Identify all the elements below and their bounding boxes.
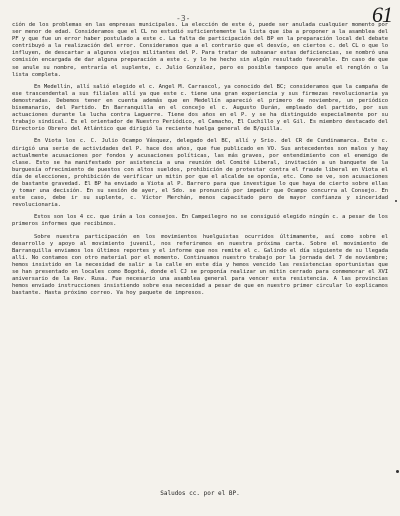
paragraph-1: ción de los problemas en las empresas municipales. La elección de este ó, puede ser anulada cualquier momento por ser menor de edad. Consideramos que el CL no estudió suficientemente la lista que iba a proponer a la asamblea del PF y que fue un error haber postulado a este c. La falta de participación del BP en la preparación local del debate contribuyó a la realización del error. Consideramos que a el contrario que el desvío, en ciertos c. del CL o que lo influyen, de descartar a algunos viejos militantes del P. Para tratar de subsanar estas deficiencias, se nombró una comisión encargada de dar alguna preparación a este c. y lo he hecho sin algún resultado favorable. En caso de que se anule su nombre, entraría el suplente, c. Julio González, pero es posible tampoco que anule el renglón o la lista completa. bbox=[12, 22, 388, 78]
ink-speck bbox=[396, 470, 399, 473]
page-header-mark: -3- bbox=[176, 14, 191, 23]
page-number: 61 bbox=[372, 2, 392, 27]
closing-salutation: Saludos cc. por el BP. bbox=[160, 490, 240, 497]
paragraph-3: En Viota los c. C. Julio Ocampo Vásquez, delegado del BC, allí y Srio. del CR de Cundinamarca. Este c. dirigió una serie de actividades del P. hace dos años, que fue publicado en VO. Sus antecedentes son malos y hay actualmente acusaciones por fondos y acusaciones políticas, las más graves, por entendimiento con el enemigo de clase. Esto se ha manifestado por asistencia a una reunión del Comité Liberal, invitación a un banquete de la burguesía ofrecimiento de puestos con altos sueldos, prohibición de protestar contra el fraude liberal en Viota el día de elecciones, prohibición de verificar un mitin por que el alcalde se oponía, etc. Como se ve, son acusaciones de bastante gravedad. El BP ha enviado a Viota al P. Barrero para que investigue lo que haya de cierto sobre ellas y tomar una decisión. En su sesión de ayer, el Sdo. se pronunció por impedir que Ocampo concurra al Consejo. En este caso, debe ir su suplente, c. Víctor Merchán, menos capacitado pero de mayor confianza y sinceridad revolucionaria. bbox=[12, 138, 388, 209]
paragraph-5: Sobre nuestra participación en los movimientos huelguistas ocurridos últimamente, así como sobre el desarrollo y apoyo al movimiento juvenil, nos referiremos en nuestra próxima carta. Sobre el movimiento de Barranquilla enviamos los últimos reportes y el informe que nos remite el c. Galindo el día siguiente de su llegada allí. No contamos con otro material por el momento. Continuamos nuestro trabajo por la jornada del 7 de noviembre; hemos insistido en la necesidad de salir a la calle en este día y hemos vencido las resistencias oportunistas que se han presentado en locales como Bogotá, donde el CJ se proponía realizar un mitin cerrado para conmemorar el XVI aniversario de la Rev. Rusa. Fue necesario una asamblea general para vencer esta resistencia. A las provincias hemos enviado instrucciones insistiendo sobre esa necesidad a pesar de que en nuestro primer circular lo explicamos bastante. Hasta próximo correo. Va hoy paquete de impresos. bbox=[12, 233, 388, 297]
paragraph-4: Estos son los 4 cc. que irán a los consejos. En Campeilegro no se consiguió elegido ningún c. a pesar de los primeros informes que recibimos. bbox=[12, 214, 388, 228]
letter-body bbox=[12, 22, 388, 302]
paragraph-2: En Medellín, allí salió elegido el c. Angel M. Carrascol, ya conocido del BC; consideramos que la campaña de ese trascendental a sus filiales allí ya que este c. tiene una gran experiencia y sus firmezas revolucionaria ya demostradas. Debemos tener en cuenta además que en Medellín apareció el primero de noviembre, un periódico bisemanario, del Partido. En Barranquilla en el concejo el c. Augusto Durán, empleado del partido, por sus actuaciones durante la lucha contra Laguerre. Tiene dos años en el P. y se ha distinguido especialmente por su trabajo sindical. Es el orientador de Nuestro Periódico, el Camacho, El Cuchillo y el Gil. Es miembro destacado del Directorio Obrero del Atlántico que dirigió la reciente huelga general de B/quilla. bbox=[12, 83, 388, 133]
ink-speck bbox=[395, 200, 397, 202]
